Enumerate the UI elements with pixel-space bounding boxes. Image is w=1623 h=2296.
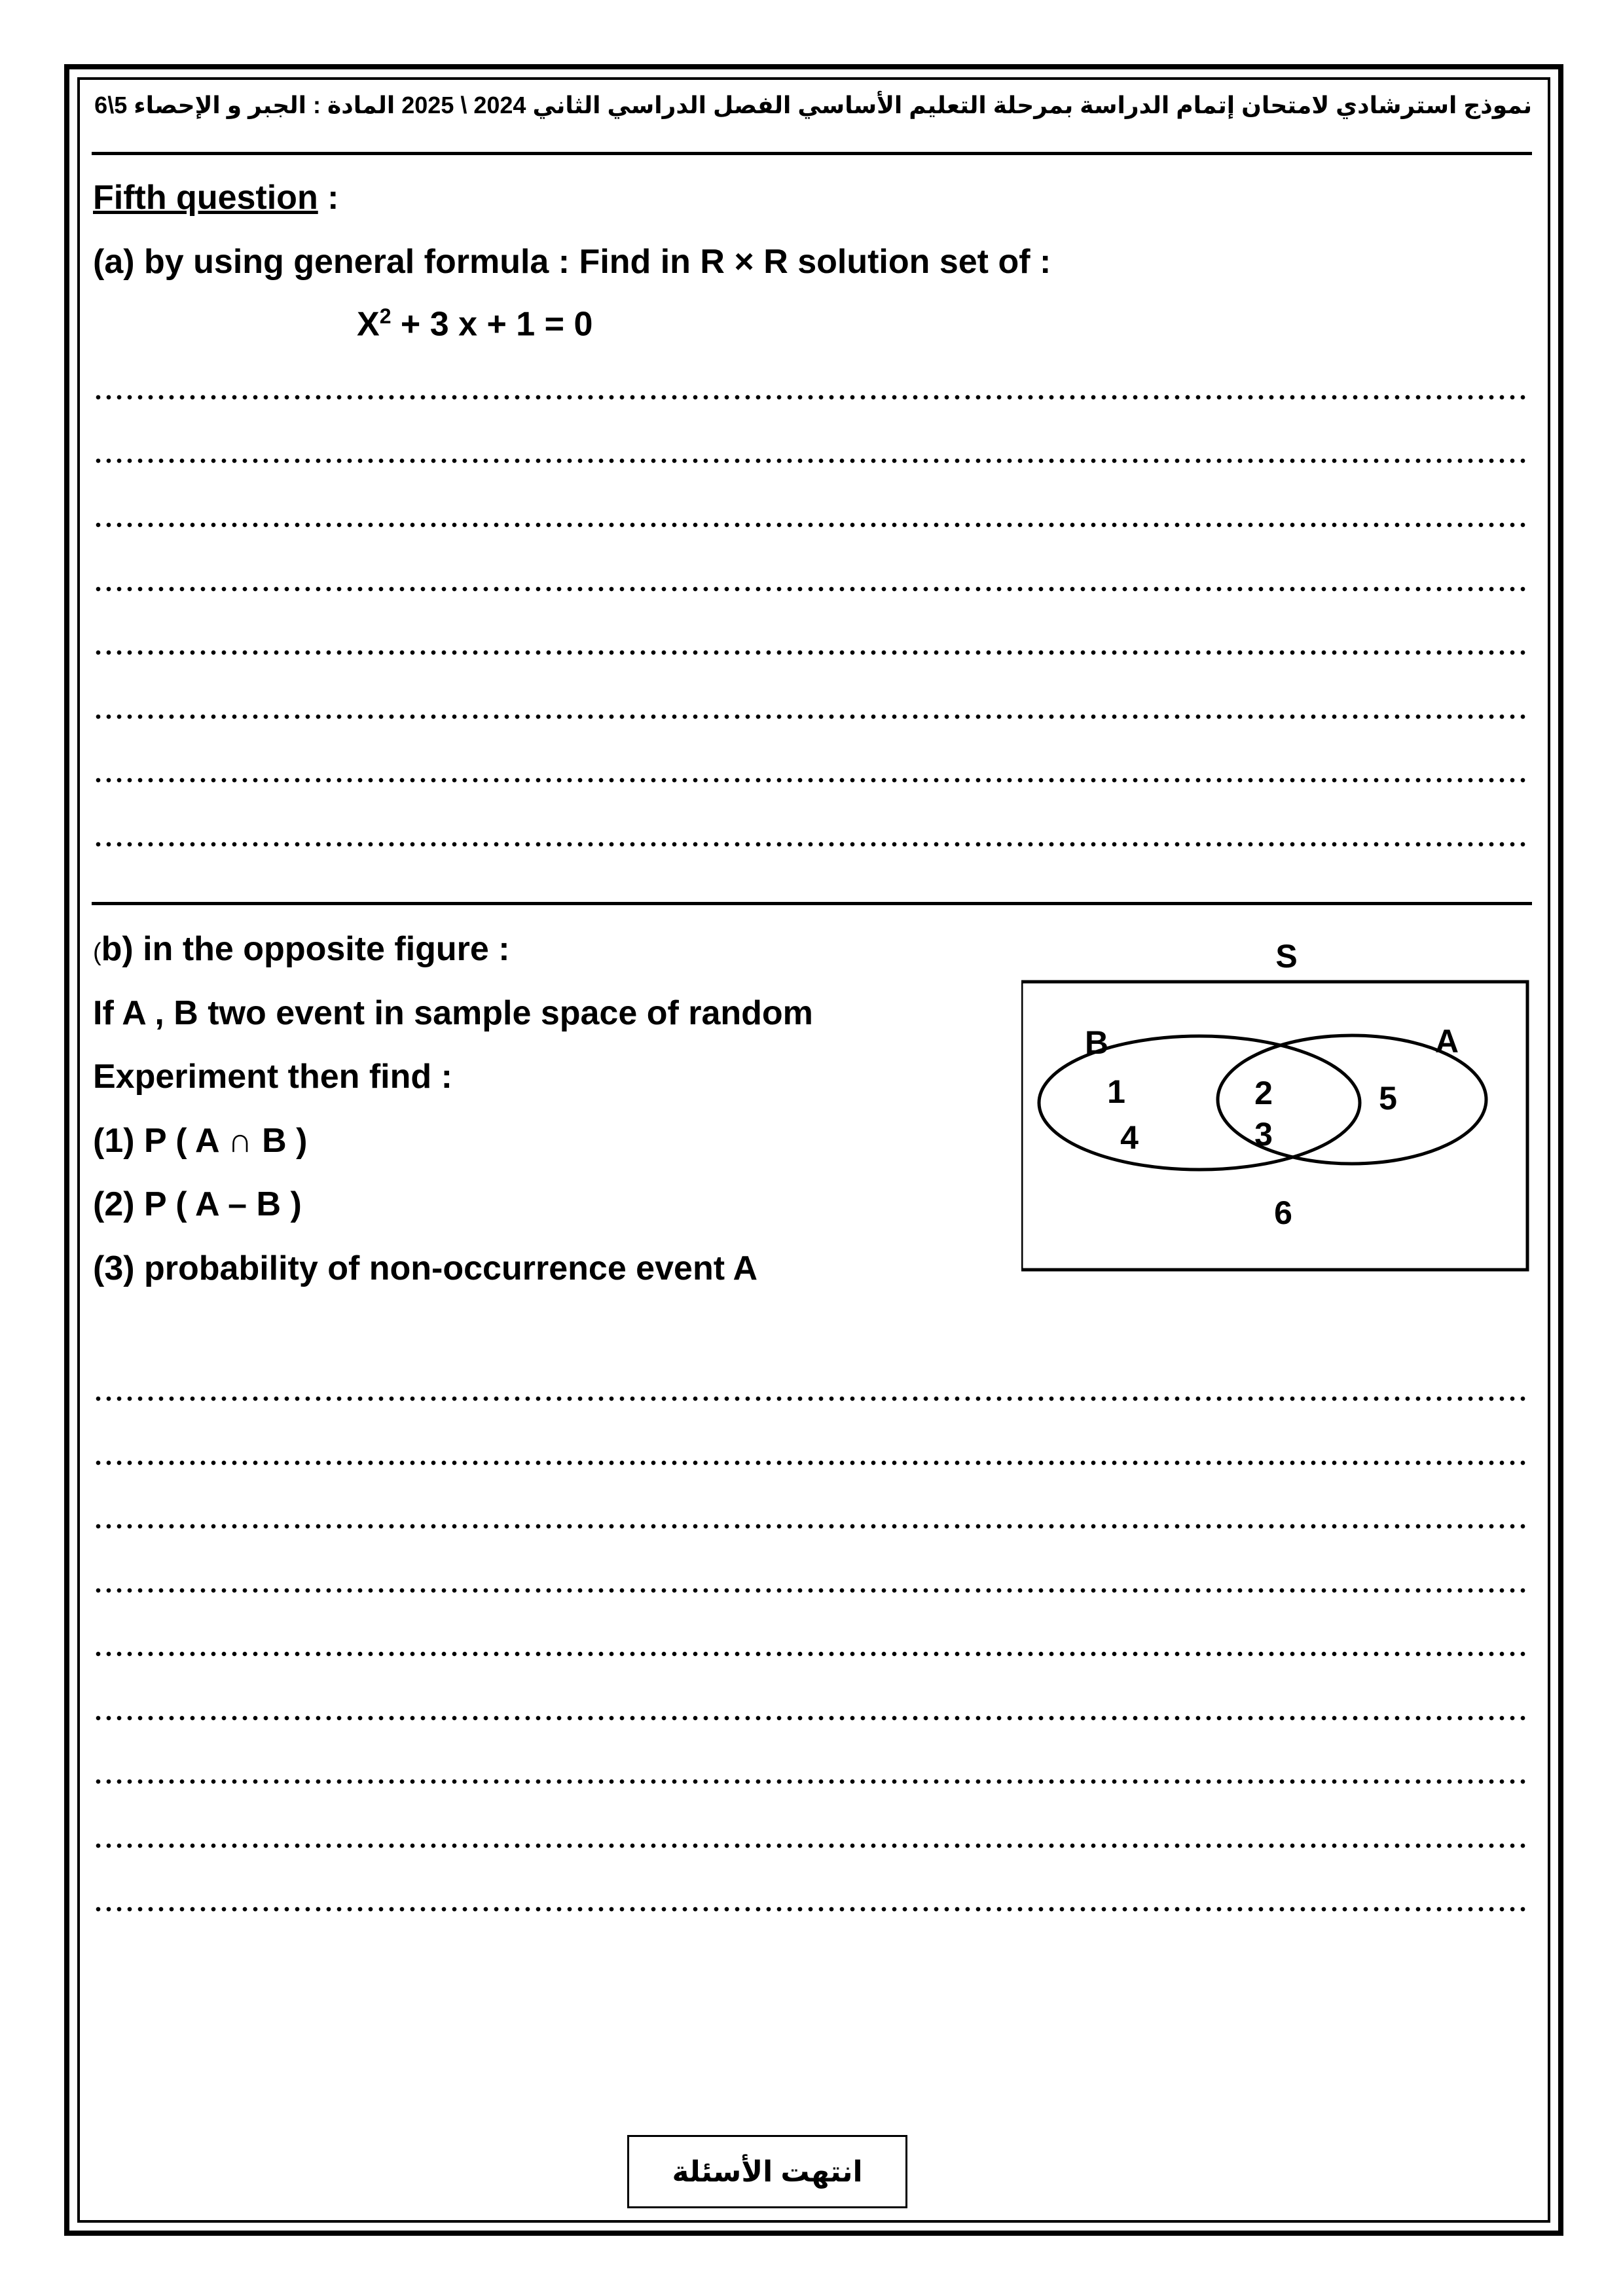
answer-line[interactable] [93,776,1527,785]
answer-line[interactable] [93,1777,1527,1786]
question-title [93,178,338,217]
exam-header: نموذج استرشادي لامتحان إتمام الدراسة بمرحلة التعليم الأساسي الفصل الدراسي الثاني 2024 \ 2025 المادة : الجبر و الإحصاء 5\6 [94,92,1532,118]
answer-line[interactable] [93,1394,1527,1403]
end-of-questions-text: انتهت الأسئلة [672,2155,863,2188]
answer-line[interactable] [93,456,1527,465]
part-b-item2: (2) P ( A – B ) [93,1185,302,1223]
answer-line[interactable] [93,1458,1527,1467]
end-of-questions-box [627,2135,907,2208]
part-b-line1: If A , B two event in sample space of random [93,994,813,1032]
part-b-item3: (3) probability of non-occurrence event A [93,1249,758,1287]
set-b-label: B [1084,1024,1109,1061]
part-a-equation [357,304,593,344]
question-title-suffix: : [318,179,339,217]
part-b-intro [93,929,510,969]
answer-line[interactable] [93,520,1527,529]
header-rule [92,152,1532,155]
equation-exponent: 2 [379,304,392,328]
answer-line[interactable] [93,712,1527,721]
answer-line[interactable] [93,1905,1527,1914]
answer-line[interactable] [93,840,1527,849]
answer-line[interactable] [93,1841,1527,1850]
answer-line[interactable] [93,1586,1527,1595]
answer-line[interactable] [93,648,1527,657]
answer-line[interactable] [93,1713,1527,1723]
part-b-open-paren: ( [93,939,101,966]
set-a-label: A [1434,1023,1459,1060]
answer-line[interactable] [93,1649,1527,1659]
part-b-intro-text: b) in the opposite figure : [101,930,510,968]
part-a-prompt: (a) by using general formula : Find in R × R solution set of : [93,243,1051,281]
equation-base: X [357,305,380,344]
only-b-element: 4 [1120,1119,1139,1156]
only-a-element: 5 [1379,1080,1397,1117]
answer-line[interactable] [93,1522,1527,1531]
part-b-line2: Experiment then find : [93,1058,452,1096]
part-b-item1: (1) P ( A ∩ B ) [93,1122,308,1160]
universe-label: S [1275,938,1298,975]
outside-element: 6 [1274,1194,1292,1231]
answer-line[interactable] [93,584,1527,594]
intersection-element: 3 [1254,1116,1273,1153]
section-rule [92,902,1532,905]
venn-diagram [1021,936,1545,1276]
answer-line[interactable] [93,393,1527,402]
intersection-element: 2 [1254,1075,1273,1111]
only-b-element: 1 [1107,1073,1125,1110]
equation-rest: + 3 x + 1 = 0 [391,305,593,344]
question-title-text: Fifth question [93,179,318,217]
